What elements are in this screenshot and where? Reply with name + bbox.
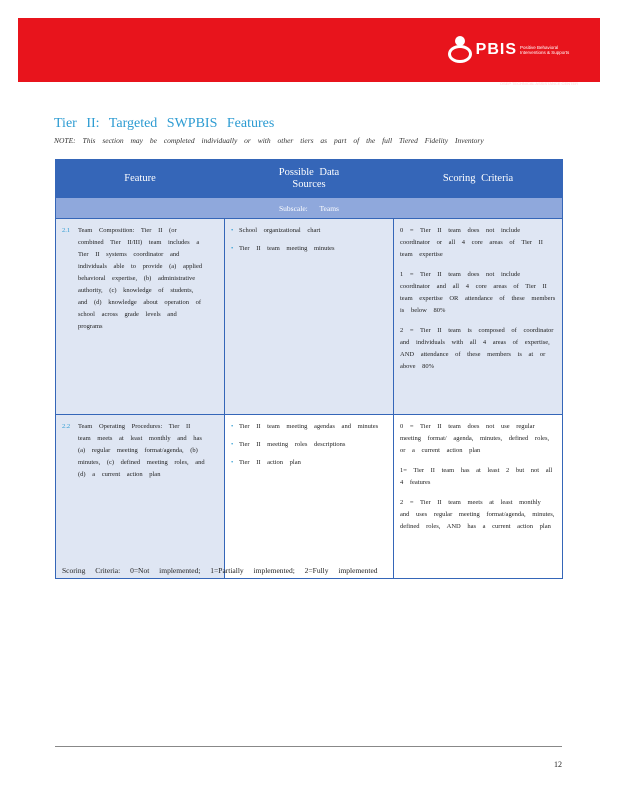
- feature-number: 2.1: [62, 227, 71, 234]
- criteria-cell: [394, 415, 563, 579]
- header-banner: [18, 18, 600, 86]
- sources-cell: [225, 219, 394, 415]
- criteria-item: 2 = Tier II team is composed of coordinator and individuals with all 4 areas of expertise, AND attendance of these members is at or above 80%: [400, 327, 554, 370]
- logo-text: PBIS: [475, 41, 517, 58]
- pbis-logo: [446, 36, 578, 64]
- header-data-sources: Possible Data Sources: [225, 160, 394, 198]
- table-header-row: [56, 160, 563, 198]
- criteria-item: 1= Tier II team has at least 2 but not all 4 features: [400, 467, 553, 486]
- logo-subtitle: Positive Behavioral Interventions & Supports: [520, 45, 570, 55]
- subscale-row: [56, 198, 563, 219]
- subscale-label: Subscale: Teams: [56, 198, 563, 219]
- criteria-item: 0 = Tier II team does not use regular meeting format/ agenda, minutes, defined roles, or a current action plan: [400, 423, 550, 454]
- list-item: • Tier II team meeting agendas and minutes: [231, 423, 379, 430]
- page-number: 12: [554, 760, 562, 769]
- feature-text: Team Operating Procedures: Tier II team meets at least monthly and has (a) regular meeting format/agenda, (b) minutes, (c) defined meeting roles, and (d) a current action plan: [78, 423, 205, 478]
- criteria-item: 1 = Tier II team does not include coordinator and all 4 core areas of Tier II team expertise OR attendance of these members is below 80%: [400, 271, 556, 314]
- criteria-item: 0 = Tier II team does not include coordinator or all 4 core areas of Tier II team expertise: [400, 227, 543, 258]
- header-scoring-criteria: Scoring Criteria: [394, 160, 563, 198]
- header-feature: Feature: [56, 160, 225, 198]
- table-row: [56, 219, 563, 415]
- fidelity-table: [55, 159, 563, 579]
- pbis-logo-icon: [446, 36, 474, 64]
- logo-tagline: OSEP TECHNICAL ASSISTANCE CENTER: [499, 81, 578, 86]
- list-item: • School organizational chart: [231, 227, 321, 234]
- criteria-item: 2 = Tier II team meets at least monthly and uses regular meeting format/agenda, minutes, defined roles, AND has a current action plan: [400, 499, 555, 530]
- list-item: • Tier II action plan: [231, 459, 301, 466]
- section-note: NOTE: This section may be completed individually or with other tiers as part of the full Tiered Fidelity Inventory: [54, 136, 484, 145]
- table-row: [56, 415, 563, 579]
- sources-cell: [225, 415, 394, 579]
- criteria-cell: [394, 219, 563, 415]
- feature-cell: [56, 219, 225, 415]
- list-item: • Tier II meeting roles descriptions: [231, 441, 346, 448]
- feature-cell: [56, 415, 225, 579]
- scoring-legend: Scoring Criteria: 0=Not implemented; 1=Partially implemented; 2=Fully implemented: [62, 566, 378, 575]
- feature-text: Team Composition: Tier II (or combined Tier II/III) team includes a Tier II systems coordinator and individuals able to provide (a) applied behavioral expertise, (b) administrative authority, (c) knowledge of students, and (d) knowledge about operation of school across grade levels and programs: [78, 227, 203, 330]
- list-item: • Tier II team meeting minutes: [231, 245, 335, 252]
- footer-divider: [55, 746, 562, 747]
- page-title: Tier II: Targeted SWPBIS Features: [54, 116, 275, 131]
- feature-number: 2.2: [62, 423, 71, 430]
